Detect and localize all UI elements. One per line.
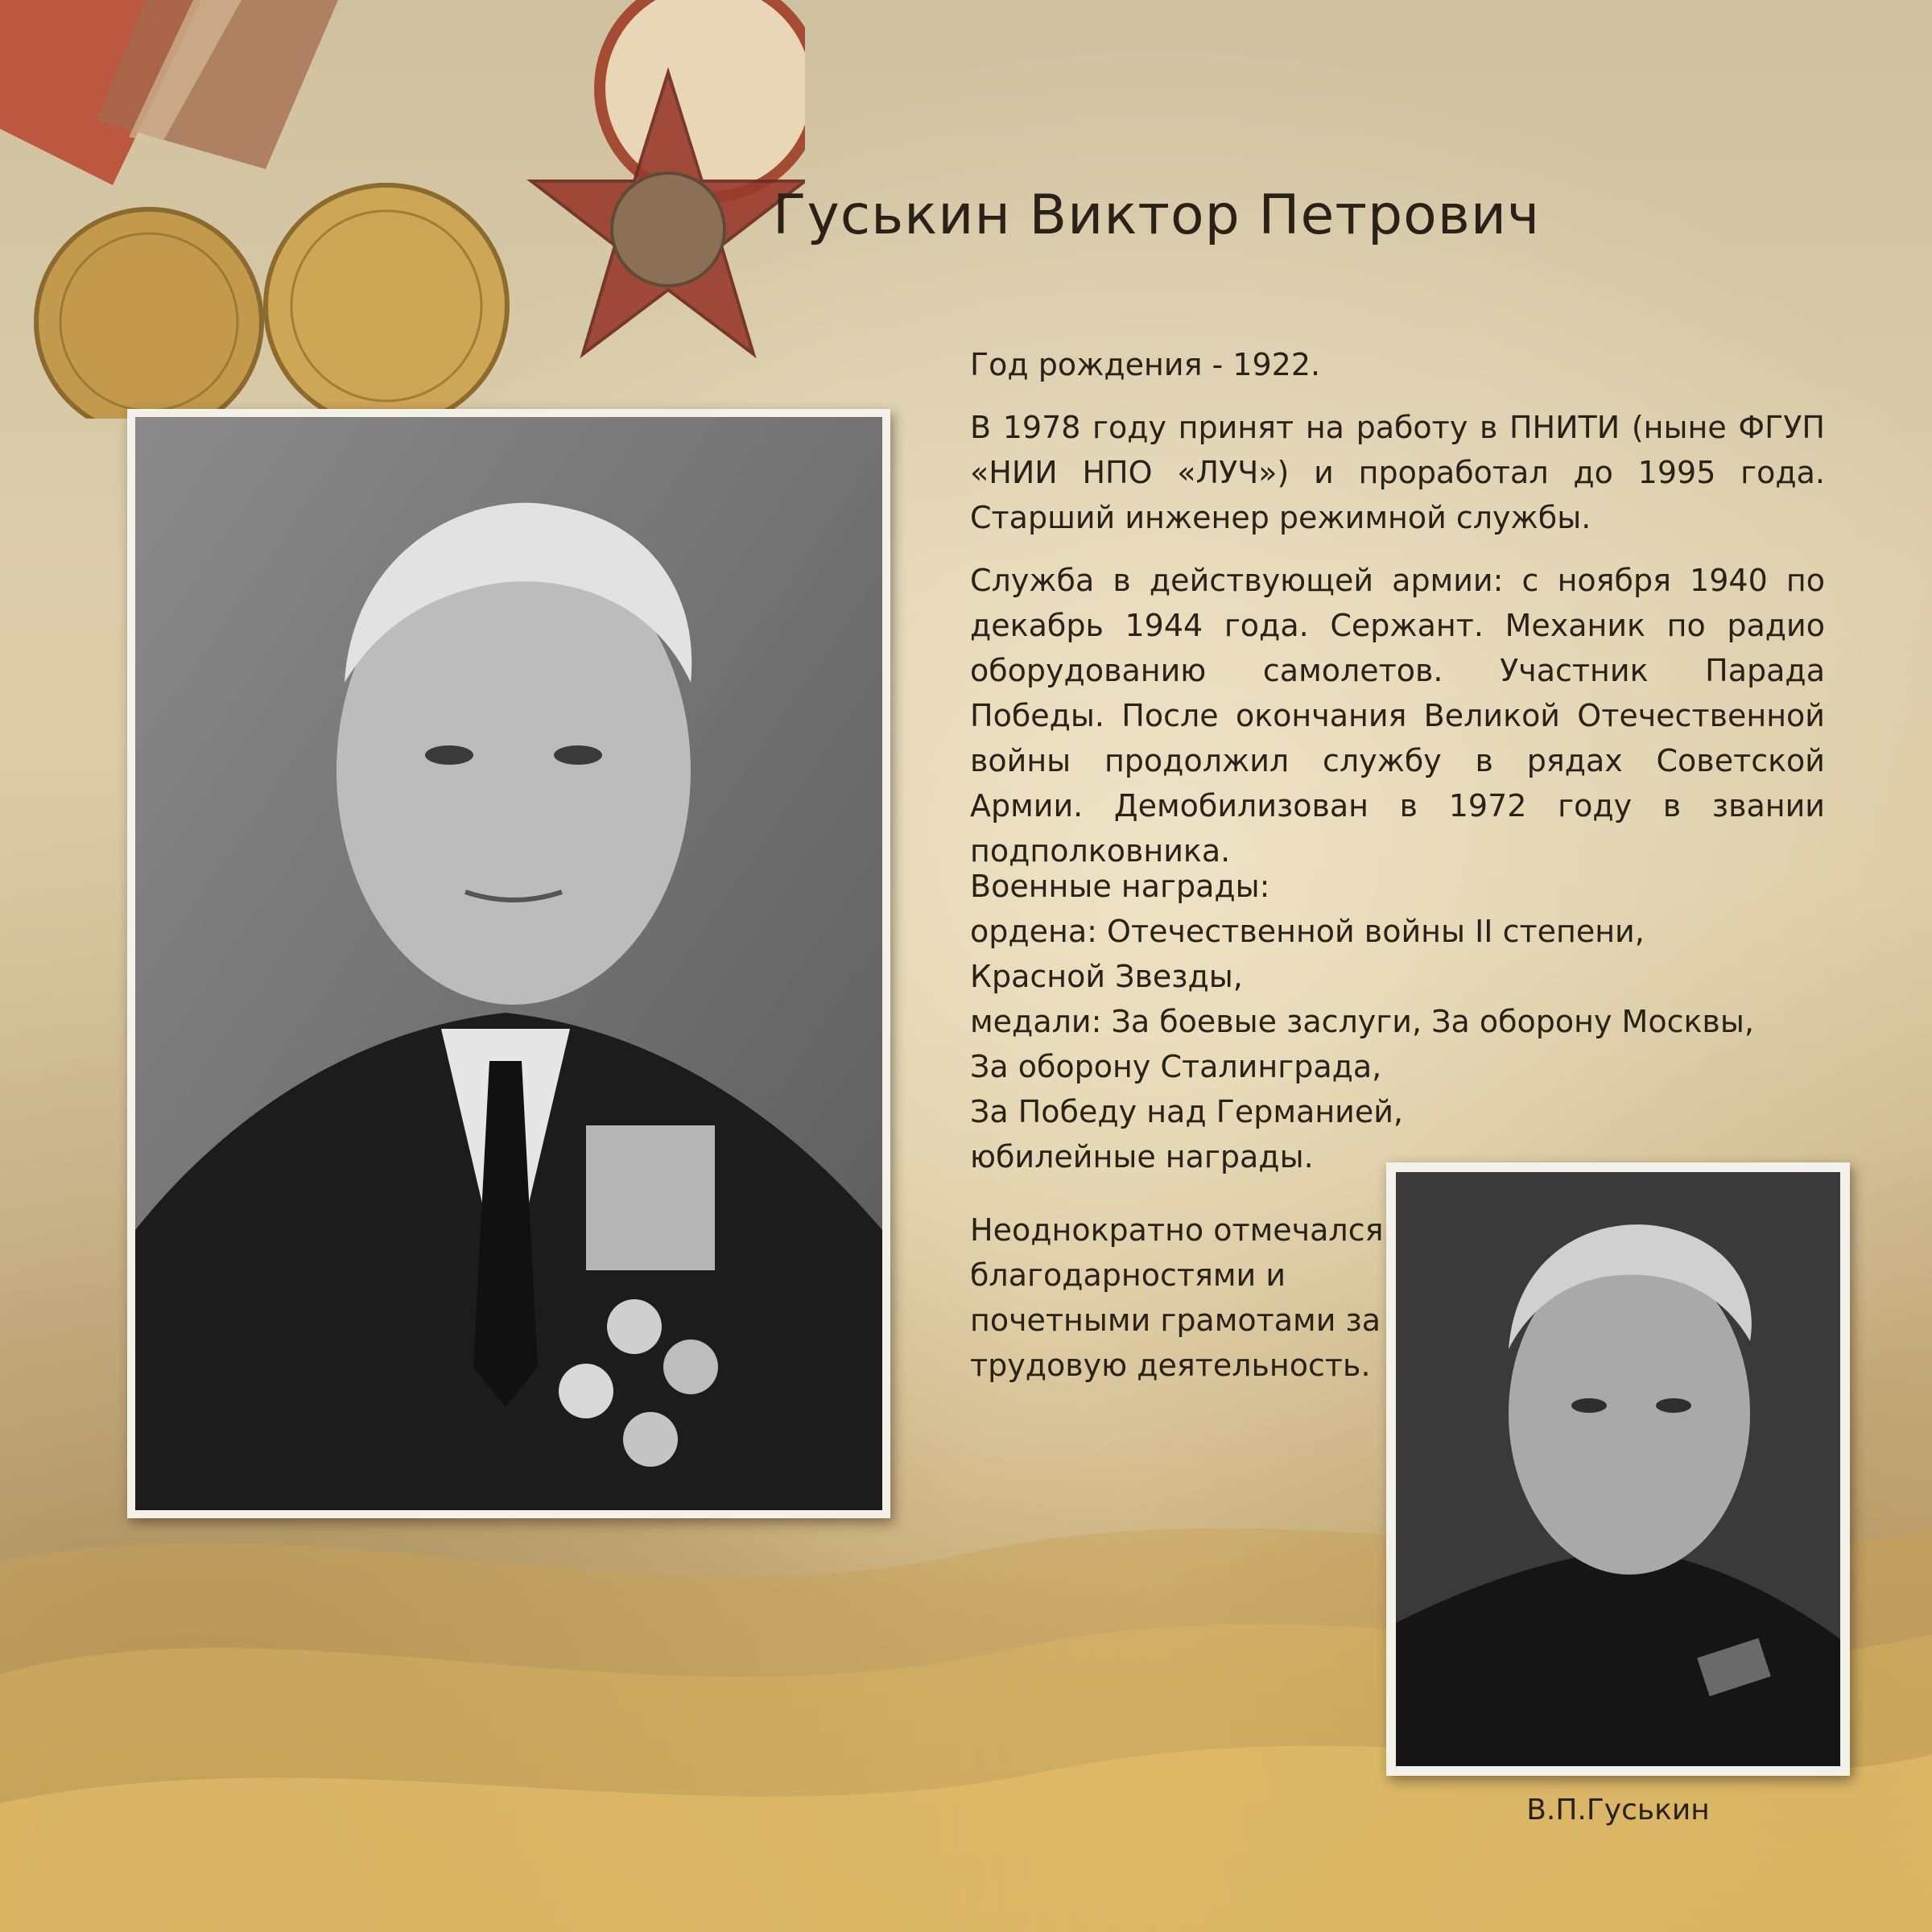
photo-caption: В.П.Гуськин [1526,1794,1710,1827]
work-info: В 1978 году принят на работу в ПНИТИ (ныне ФГУП «НИИ НПО «ЛУЧ») и проработал до 1995 года. Старший инженер режимной службы. [970,410,1825,535]
awards-line: юбилейные награды. [970,1139,1314,1174]
medals-decoration [0,0,805,419]
service-info: Служба в действующей армии: с ноября 1940 по декабрь 1944 года. Сержант. Механик по радио оборудованию самолетов. Участник Парада Победы. После окончания Великой Отечественной войны продолжил службу в рядах Советской Армии. Демобилизован в 1972 году в звании подполковника. [970,563,1825,869]
awards-line: ордена: Отечественной войны II степени, [970,914,1645,949]
thanks-line: благодарностями и [970,1257,1286,1293]
portrait-illustration [135,417,882,1510]
awards-line: Военные награды: [970,869,1270,904]
main-portrait-image [135,417,882,1510]
thanks-text [970,1208,1389,1388]
medal-4 [623,1412,678,1467]
medal-2 [663,1340,718,1394]
awards-line: За оборону Сталинграда, [970,1049,1382,1084]
awards-line: Красной Звезды, [970,959,1243,994]
awards-line: медали: За боевые заслуги, За оборону Москвы, [970,1004,1754,1039]
young-portrait-illustration [1396,1172,1840,1766]
thanks-line: Неоднократно отмечался [970,1212,1384,1248]
young-eye-left [1571,1398,1607,1413]
thanks-line: почетными грамотами за [970,1302,1381,1338]
young-eye-right [1656,1398,1691,1413]
main-portrait-photo [127,409,890,1518]
eye-right [554,745,602,765]
star-center [612,173,724,286]
ribbon-bars [586,1125,715,1270]
young-portrait-photo [1386,1162,1850,1776]
medal-3 [559,1364,613,1418]
medal-top [600,0,805,197]
thanks-line: трудовую деятельность. [970,1348,1371,1383]
page-title: Гуськин Виктор Петрович [773,184,1541,247]
awards-list [970,864,1825,1179]
medal-left [36,209,262,419]
young-portrait-image [1396,1172,1840,1766]
medal-1 [607,1299,662,1354]
medal-middle [266,185,507,419]
birth-year: Год рождения - 1922. [970,347,1321,382]
awards-line: За Победу над Германией, [970,1094,1404,1129]
bio-block [970,342,1825,891]
eye-left [425,745,473,765]
